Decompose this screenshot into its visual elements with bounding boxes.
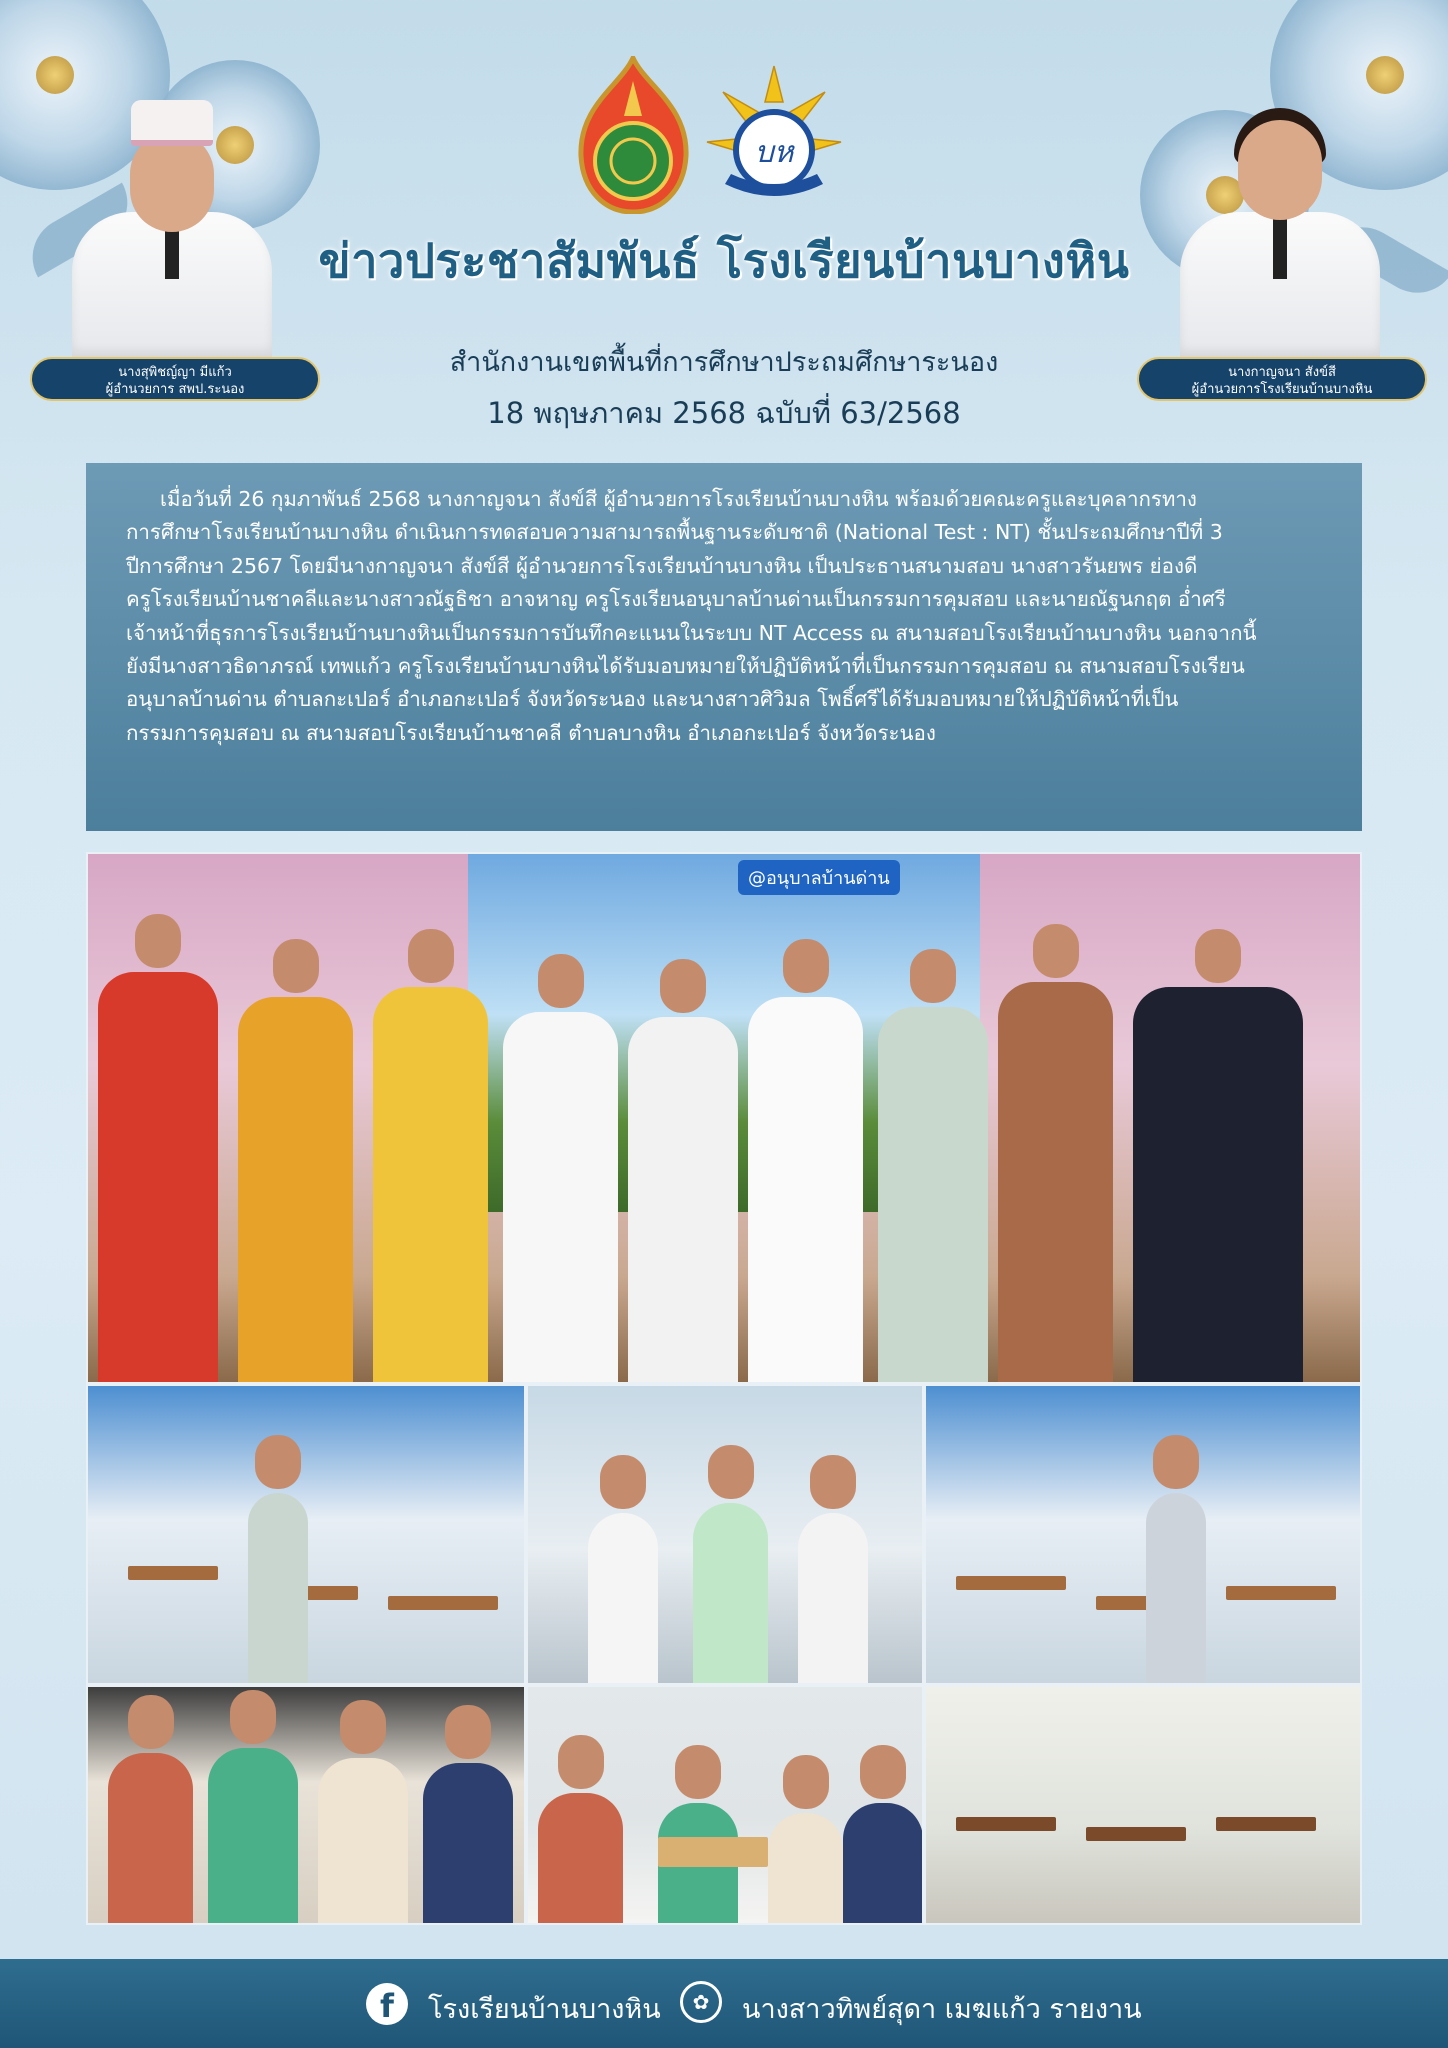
photo-classroom-3 (924, 1685, 1362, 1925)
news-article (86, 463, 1362, 831)
footer-school-name: โรงเรียนบ้านบางหิน (428, 1994, 661, 2025)
photo-classroom-1 (86, 1384, 526, 1685)
photo-meeting-table (526, 1685, 924, 1925)
issue-date: 18 พฤษภาคม 2568 ฉบับที่ 63/2568 (487, 396, 961, 430)
official-caption-left (30, 357, 320, 401)
svg-text:บห: บห (754, 135, 794, 170)
official-name: นางสุพิชญ์ญา มีแก้ว (118, 365, 232, 380)
footer-reporter: นางสาวทิพย์สุดา เมฆแก้ว รายงาน (742, 1994, 1142, 2025)
official-portrait-left (72, 92, 272, 357)
photo-teachers-group (86, 1685, 526, 1925)
office-subtitle: สำนักงานเขตพื้นที่การศึกษาประถมศึกษาระนอง (449, 347, 999, 378)
official-caption-right (1137, 357, 1427, 401)
page-title: ข่าวประชาสัมพันธ์ โรงเรียนบ้านบางหิน (318, 234, 1130, 289)
school-seal-icon: ✿ (680, 1981, 722, 2023)
school-emblem-logo (703, 62, 845, 205)
footer-bar (0, 1959, 1448, 2048)
obec-emblem-logo (576, 56, 691, 214)
article-body: เมื่อวันที่ 26 กุมภาพันธ์ 2568 นางกาญจนา สังข์สี ผู้อำนวยการโรงเรียนบ้านบางหิน พร้อมด้วยคณะครูและบุคลากรทาง การศึกษาโรงเรียนบ้านบางหิน ดำเนินการทดสอบความสามารถพื้นฐานระดับชาติ (National Test : NT) ชั้นประถมศึกษาปีที่ 3 ปีการศึกษา 2567 โดยมีนางกาญจนา สังข์สี ผู้อำนวยการโรงเรียนบ้านบางหิน เป็นประธานสนามสอบ นางสาวรันยพร ย่องดี ครูโรงเรียนบ้านชาคลีและนางสาวณัฐธิชา อาจหาญ ครูโรงเรียนอนุบาลบ้านด่านเป็นกรรมการคุมสอบ และนายณัฐนกฤต อ่ำศรี เจ้าหน้าที่ธุรการโรงเรียนบ้านบางหินเป็นกรรมการบันทึกคะแนนในระบบ NT Access ณ สนามสอบโรงเรียนบ้านบางหิน นอกจากนี้ ยังมีนางสาวธิดาภรณ์ เทพแก้ว ครูโรงเรียนบ้านบางหินได้รับมอบหมายให้ปฏิบัติหน้าที่เป็นกรรมการคุมสอบ ณ สนามสอบโรงเรียน อนุบาลบ้านด่าน ตำบลกะเปอร์ อำเภอกะเปอร์ จังหวัดระนอง และนางสาวศิวิมล โพธิ์ศรีได้รับมอบหมายให้ปฏิบัติหน้าที่เป็น กรรมการคุมสอบ ณ สนามสอบโรงเรียนบ้านชาคลี ตำบลบางหิน อำเภอกะเปอร์ จังหวัดระนอง (126, 487, 1257, 745)
official-portrait-right (1180, 100, 1380, 357)
photo-banner: @อนุบาลบ้านด่าน (738, 860, 900, 895)
official-name: นางกาญจนา สังข์สี (1228, 365, 1336, 380)
official-position: ผู้อำนวยการ สพป.ระนอง (105, 382, 245, 397)
photo-group-main (86, 852, 1362, 1384)
facebook-icon[interactable]: f (366, 1983, 408, 2025)
official-position: ผู้อำนวยการโรงเรียนบ้านบางหิน (1191, 382, 1373, 397)
photo-exam-staff (526, 1384, 924, 1685)
photo-classroom-2 (924, 1384, 1362, 1685)
